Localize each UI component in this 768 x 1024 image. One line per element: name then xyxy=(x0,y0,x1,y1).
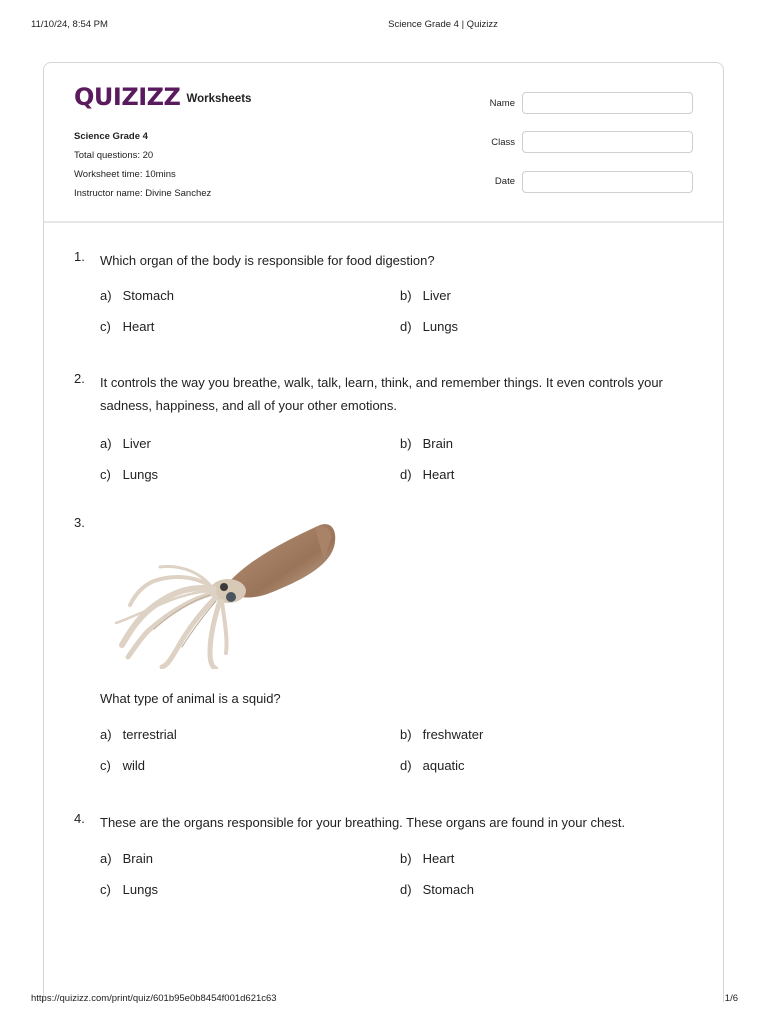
question-2 xyxy=(74,371,674,421)
brand xyxy=(74,85,251,109)
option-c: c) Heart xyxy=(100,319,155,334)
print-page-title: Science Grade 4 | Quizizz xyxy=(388,19,498,30)
date-label: Date xyxy=(494,176,515,187)
option-c: c) wild xyxy=(100,758,146,773)
question-text: It controls the way you breathe, walk, talk, learn, think, and remember things. It even controls your sadness, happiness, and all of your other emotions. xyxy=(100,375,663,413)
brand-product-label: Worksheets xyxy=(186,93,252,105)
worksheet-header xyxy=(44,63,723,223)
quizizz-logo: QUIZIZZ xyxy=(74,83,181,111)
option-b: b) freshwater xyxy=(400,727,484,742)
question-number: 4. xyxy=(74,811,85,826)
question-text: What type of animal is a squid? xyxy=(100,691,281,706)
option-b: b) Heart xyxy=(400,851,455,866)
question-text: These are the organs responsible for your breathing. These organs are found in your chest. xyxy=(100,815,626,830)
print-datetime: 11/10/24, 8:54 PM xyxy=(31,19,108,30)
squid-image xyxy=(110,519,340,669)
option-a: a) Stomach xyxy=(100,288,174,303)
worksheet-meta xyxy=(74,127,211,203)
option-b: b) Brain xyxy=(400,436,453,451)
option-c: c) Lungs xyxy=(100,467,159,482)
question-number: 2. xyxy=(74,371,85,386)
option-c: c) Lungs xyxy=(100,882,159,897)
date-field[interactable] xyxy=(522,171,693,193)
print-header xyxy=(0,19,768,33)
question-number: 1. xyxy=(74,249,85,264)
instructor-name: Instructor name: Divine Sanchez xyxy=(74,188,212,199)
option-d: d) Lungs xyxy=(400,319,459,334)
worksheet-time: Worksheet time: 10mins xyxy=(74,169,176,180)
option-d: d) Heart xyxy=(400,467,455,482)
option-a: a) Brain xyxy=(100,851,153,866)
worksheet-sheet xyxy=(43,62,724,1002)
question-number: 3. xyxy=(74,515,85,530)
option-b: b) Liver xyxy=(400,288,451,303)
question-text: Which organ of the body is responsible for food digestion? xyxy=(100,253,435,268)
name-label: Name xyxy=(489,98,515,109)
worksheet-title: Science Grade 4 xyxy=(74,131,148,142)
print-footer xyxy=(0,993,768,1007)
print-page-number: 1/6 xyxy=(724,993,738,1004)
option-d: d) Stomach xyxy=(400,882,474,897)
name-field[interactable] xyxy=(522,92,693,114)
print-url: https://quizizz.com/print/quiz/601b95e0b8454f001d621c63 xyxy=(31,993,277,1004)
class-label: Class xyxy=(491,137,515,148)
option-d: d) aquatic xyxy=(400,758,465,773)
option-a: a) Liver xyxy=(100,436,151,451)
option-a: a) terrestrial xyxy=(100,727,177,742)
class-field[interactable] xyxy=(522,131,693,153)
total-questions: Total questions: 20 xyxy=(74,150,154,161)
